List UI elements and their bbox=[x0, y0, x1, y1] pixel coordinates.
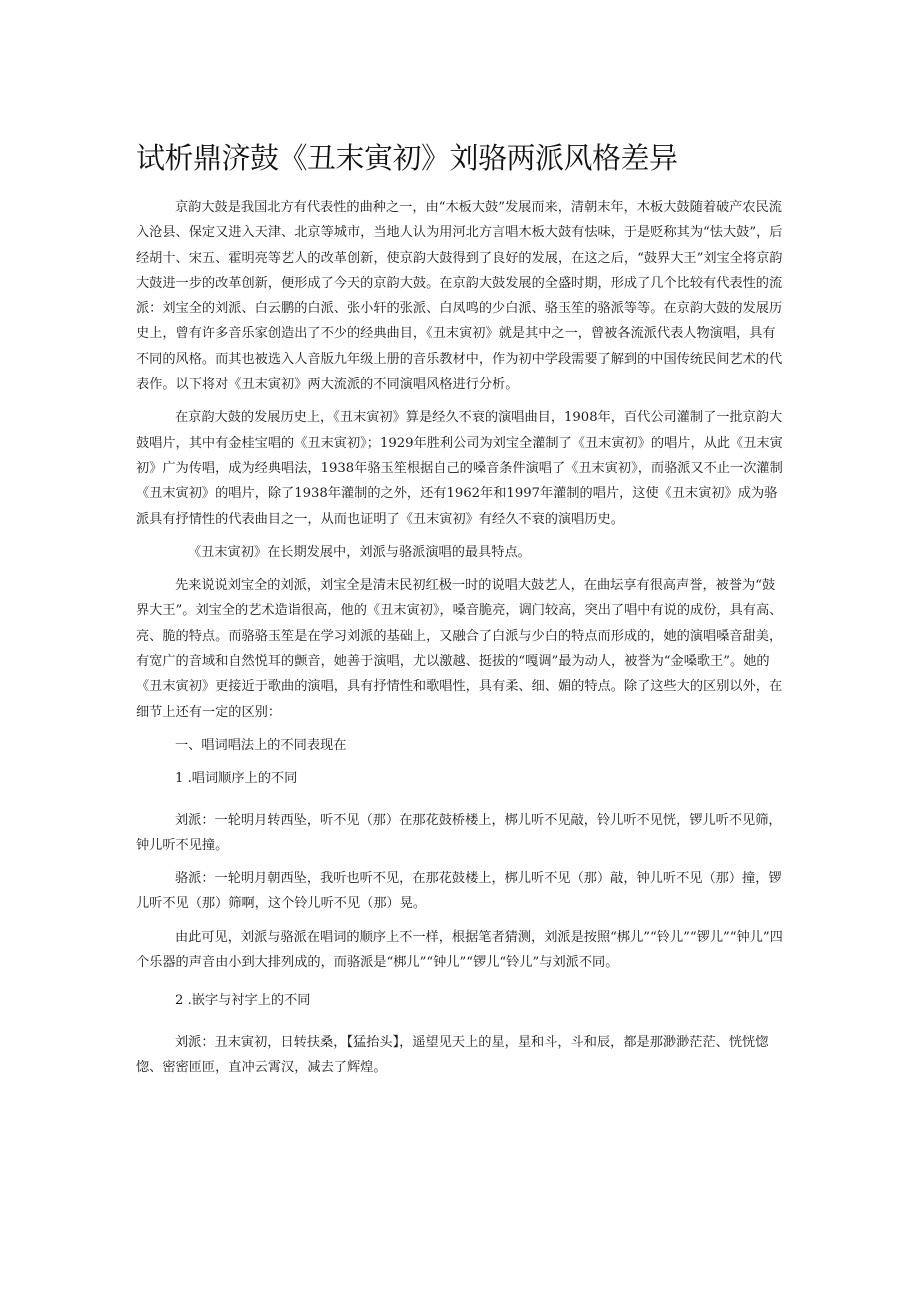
paragraph-liu-embedded: 刘派：丑末寅初，日转扶桑，【猛抬头】，遥望见天上的星，星和斗，斗和辰，都是那渺渺茫茫、恍恍惚惚、密密匝匝，直冲云霄汉，减去了辉煌。 bbox=[136, 1034, 769, 1075]
paragraph-features: 《丑末寅初》在长期发展中，刘派与骆派演唱的最具特点。 bbox=[188, 544, 531, 560]
subsection-heading-1: 1 .唱词顺序上的不同 bbox=[175, 771, 298, 787]
paragraph-order-analysis: 由此可见，刘派与骆派在唱词的顺序上不一样，根据笔者猜测，刘派是按照“梆儿”“铃儿”“锣儿”“钟儿”四个乐器的声音由小到大排列成的，而骆派是“梆儿”“钟儿”“锣儿“铃儿”与刘派不同。 bbox=[136, 929, 783, 971]
paragraph-history: 在京韵大鼓的发展历史上，《丑末寅初》算是经久不衰的演唱曲目，1908年，百代公司灌制了一批京韵大鼓唱片，其中有金桂宝唱的《丑末寅初》；1929年胜利公司为刘宝全灌制了《丑末寅初》的唱片，从此《丑末寅初》广为传唱，成为经典唱法，1938年骆玉笙根据自己的嗓音条件演唱了《丑末寅初》，而骆派又不止一次灌制《丑末寅初》的唱片，除了1938年灌制的之外，还有1962年和1997年灌制的唱片，这使《丑末寅初》成为骆派具有抒情性的代表曲目之一，从而也证明了《丑末寅初》有经久不衰的演唱历史。 bbox=[136, 410, 783, 527]
document-body bbox=[136, 195, 786, 1080]
document-title: 试析鼎济鼓《丑末寅初》刘骆两派风格差异 bbox=[136, 141, 678, 175]
paragraph-liu-lyrics: 刘派：一轮明月转西坠，听不见（那）在那花鼓桥楼上，梆儿听不见敲，铃儿听不见恍，锣儿听不见筛，钟儿听不见撞。 bbox=[136, 812, 782, 853]
section-heading-1: 一、唱词唱法上的不同表现在 bbox=[175, 737, 347, 753]
paragraph-luo-lyrics: 骆派：一轮明月朝西坠，我听也听不见，在那花鼓楼上，梆儿听不见（那）敲，钟儿听不见（那）撞，锣儿听不见（那）筛啊，这个铃儿听不见（那）晃。 bbox=[136, 871, 782, 912]
paragraph-intro: 京韵大鼓是我国北方有代表性的曲种之一，由“木板大鼓”发展而来，清朝末年，木板大鼓随着破产农民流入沧县、保定又进入天津、北京等城市，当地人认为用河北方言唱木板大鼓有怯味，于是贬称其为“怯大鼓”，后经胡十、宋五、霍明亮等艺人的改革创新，使京韵大鼓得到了良好的发展，在这之后，“鼓界大王”刘宝全将京韵大鼓进一步的改革创新，便形成了今天的京韵大鼓。在京韵大鼓发展的全盛时期，形成了几个比较有代表性的流派：刘宝全的刘派、白云鹏的白派、张小轩的张派、白凤鸣的少白派、骆玉笙的骆派等等。在京韵大鼓的发展历史上，曾有许多音乐家创造出了不少的经典曲目，《丑末寅初》就是其中之一，曾被各流派代表人物演唱，具有不同的风格。而其也被选入人音版九年级上册的音乐教材中，作为初中学段需要了解到的中国传统民间艺术的代表作。以下将对《丑末寅初》两大流派的不同演唱风格进行分析。 bbox=[136, 200, 783, 393]
subsection-heading-2: 2 .嵌字与衬字上的不同 bbox=[175, 993, 311, 1009]
paragraph-comparison: 先来说说刘宝全的刘派，刘宝全是清末民初红极一时的说唱大鼓艺人，在曲坛享有很高声誉，被誉为“鼓界大王”。刘宝全的艺术造诣很高，他的《丑末寅初》，嗓音脆亮，调门较高，突出了唱中有说的成份，具有高、亮、脆的特点。而骆骆玉笙是在学习刘派的基础上，又融合了白派与少白的特点而形成的，她的演唱嗓音甜美，有宽广的音域和自然悦耳的颤音，她善于演唱，尤以激越、挺拔的“嘎调”最为动人，被誉为“金嗓歌王”。她的《丑末寅初》更接近于歌曲的演唱，具有抒情性和歌唱性，具有柔、细、媚的特点。除了这些大的区别以外，在细节上还有一定的区别： bbox=[136, 578, 783, 720]
